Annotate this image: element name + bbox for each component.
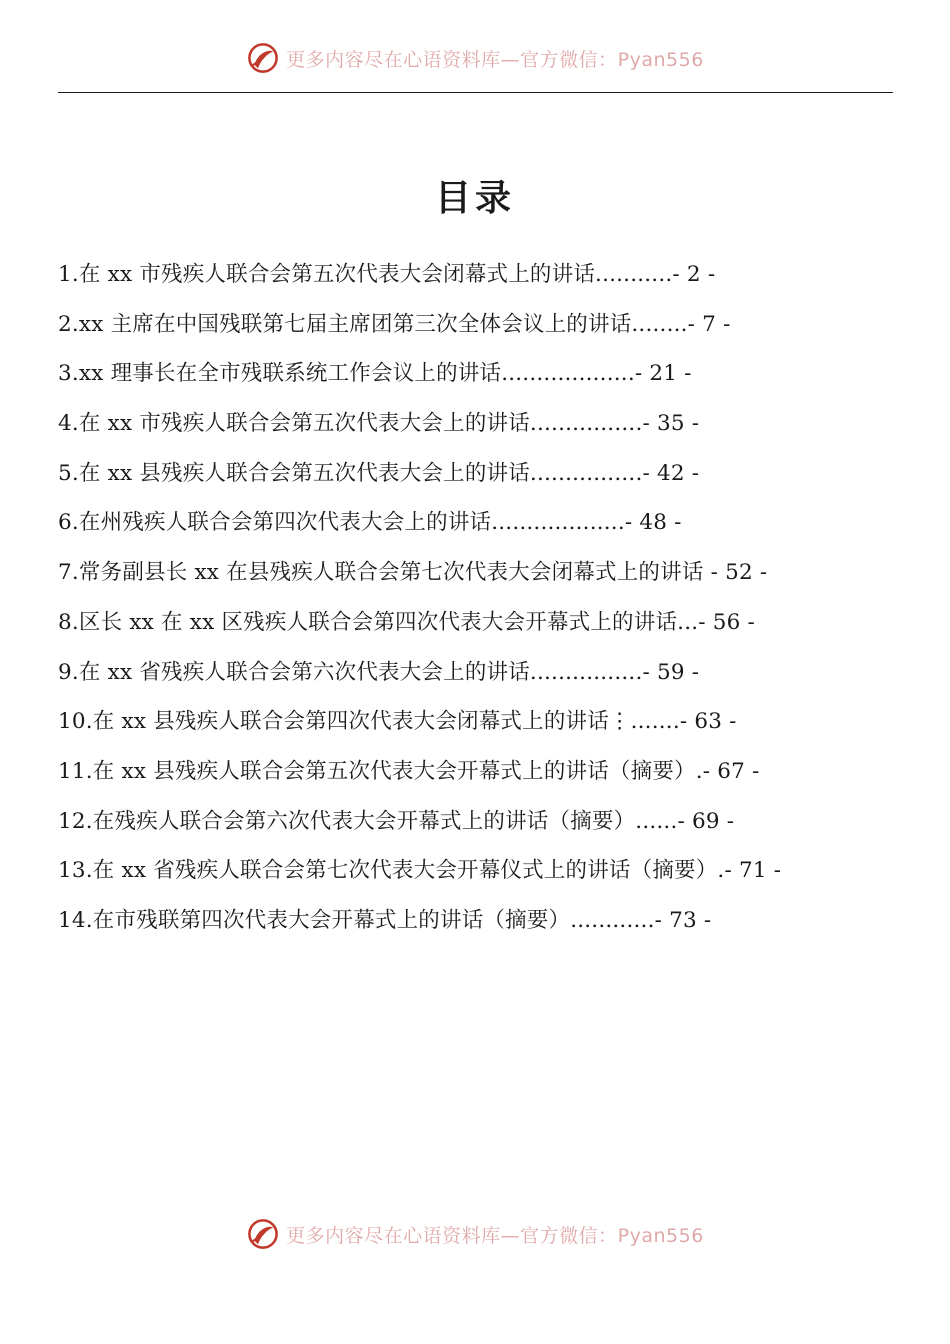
footer-banner-text: 更多内容尽在心语资料库—官方微信：Pyan556 [286,1224,704,1247]
toc-entry[interactable]: 12.在残疾人联合会第六次代表大会开幕式上的讲话（摘要）......- 69 - [58,808,735,834]
toc-entry[interactable]: 14.在市残联第四次代表大会开幕式上的讲话（摘要）............- 73 - [58,907,712,933]
toc-entry[interactable]: 4.在 xx 市残疾人联合会第五次代表大会上的讲话................- 35 - [58,411,700,437]
toc-entry[interactable]: 9.在 xx 省残疾人联合会第六次代表大会上的讲话................- 59 - [58,659,700,685]
toc-entry[interactable]: 7.常务副县长 xx 在县残疾人联合会第七次代表大会闭幕式上的讲话 - 52 - [58,560,768,586]
toc-entry[interactable]: 10.在 xx 县残疾人联合会第四次代表大会闭幕式上的讲话⋮.......- 63 - [58,709,737,735]
header-banner-content [246,41,704,75]
header-banner-text: 更多内容尽在心语资料库—官方微信：Pyan556 [286,48,704,71]
toc-entry[interactable]: 11.在 xx 县残疾人联合会第五次代表大会开幕式上的讲话（摘要）.- 67 - [58,758,760,784]
header-divider [58,92,893,93]
toc-entry[interactable]: 6.在州残疾人联合会第四次代表大会上的讲话...................- 48 - [58,510,682,536]
toc-entry[interactable]: 13.在 xx 省残疾人联合会第七次代表大会开幕仪式上的讲话（摘要）.- 71 - [58,858,782,884]
toc-entry[interactable]: 8.区长 xx 在 xx 区残疾人联合会第四次代表大会开幕式上的讲话...- 56 - [58,609,756,635]
logo-icon [246,41,280,75]
toc-entry[interactable]: 1.在 xx 市残疾人联合会第五次代表大会闭幕式上的讲话...........- 2 - [58,262,716,287]
footer-banner-content [246,1217,704,1251]
toc-title: 目录 [434,177,515,219]
toc-entry[interactable]: 2.xx 主席在中国残联第七届主席团第三次全体会议上的讲话........- 7 - [58,311,731,337]
footer-banner [0,1214,950,1254]
toc-entry[interactable]: 3.xx 理事长在全市残联系统工作会议上的讲话...................- 21 - [58,361,692,387]
header-banner [0,38,950,78]
toc-entry[interactable]: 5.在 xx 县残疾人联合会第五次代表大会上的讲话................- 42 - [58,460,700,486]
logo-icon [246,1217,280,1251]
toc-list [58,250,893,946]
